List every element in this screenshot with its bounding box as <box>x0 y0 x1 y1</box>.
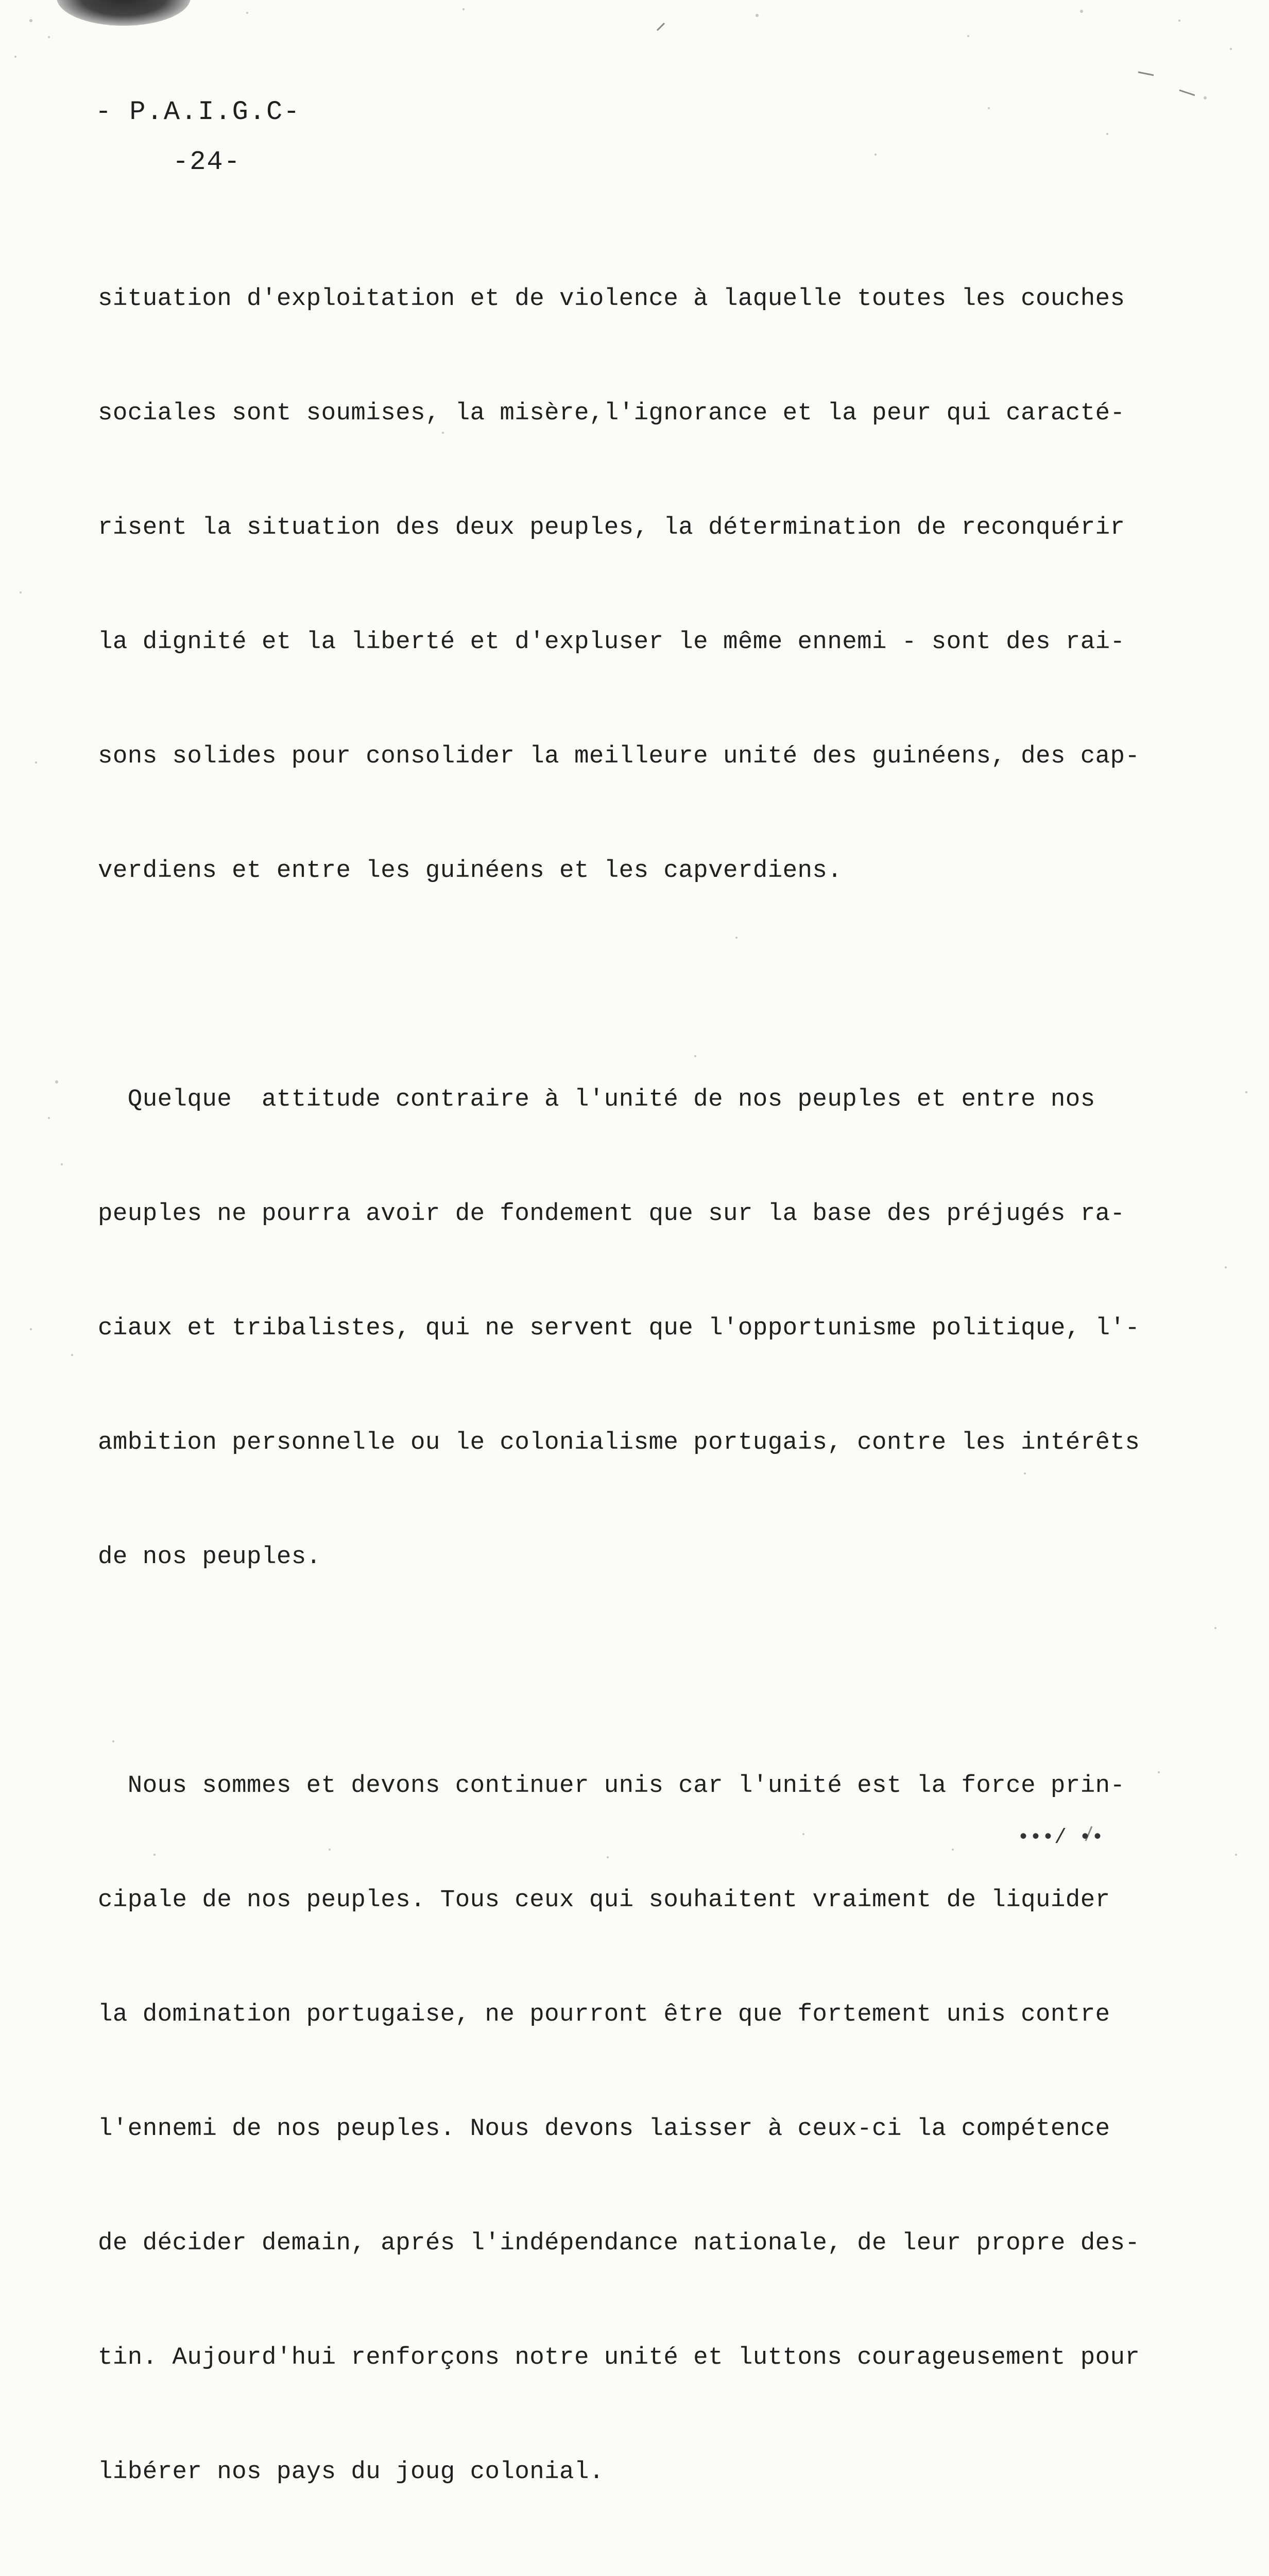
text-line: de nos peuples. <box>98 1543 321 1571</box>
text-line: ambition personnelle ou le colonialisme portugais, contre les intérêts <box>98 1429 1140 1456</box>
text-line: situation d'exploitation et de violence à laquelle toutes les couches <box>98 285 1125 313</box>
document-header: - P.A.I.G.C- <box>95 97 301 127</box>
paragraph-3 <box>98 1690 1210 2567</box>
paragraph-2 <box>98 1004 1210 1652</box>
document-body <box>98 204 1210 2576</box>
ink-blot <box>57 0 191 26</box>
text-line: la dignité et la liberté et d'expluser le même ennemi - sont des rai- <box>98 628 1125 656</box>
text-line: de décider demain, aprés l'indépendance nationale, de leur propre des- <box>98 2229 1140 2257</box>
text-line: Nous sommes et devons continuer unis car l'unité est la force prin- <box>98 1772 1125 1800</box>
text-line: risent la situation des deux peuples, la détermination de reconquérir <box>98 514 1125 541</box>
text-line: sons solides pour consolider la meilleure unité des guinéens, des cap- <box>98 742 1140 770</box>
text-line: ciaux et tribalistes, qui ne servent que l'opportunisme politique, l'- <box>98 1314 1140 1342</box>
text-line: libérer nos pays du joug colonial. <box>98 2458 604 2486</box>
text-line: verdiens et entre les guinéens et les capverdiens. <box>98 857 843 885</box>
text-line: peuples ne pourra avoir de fondement que sur la base des préjugés ra- <box>98 1200 1125 1228</box>
text-line: cipale de nos peuples. Tous ceux qui souhaitent vraiment de liquider <box>98 1886 1110 1914</box>
text-line: Quelque attitude contraire à l'unité de nos peuples et entre nos <box>98 1086 1095 1113</box>
page-number: -24- <box>173 147 241 177</box>
paragraph-1 <box>98 204 1210 966</box>
continuation-mark: •••/ •• <box>1017 1826 1104 1850</box>
text-line: l'ennemi de nos peuples. Nous devons laisser à ceux-ci la compétence <box>98 2115 1110 2143</box>
text-line: la domination portugaise, ne pourront être que fortement unis contre <box>98 2001 1110 2028</box>
text-line: tin. Aujourd'hui renforçons notre unité et luttons courageusement pour <box>98 2344 1140 2371</box>
text-line: sociales sont soumises, la misère,l'ignorance et la peur qui caracté- <box>98 399 1125 427</box>
